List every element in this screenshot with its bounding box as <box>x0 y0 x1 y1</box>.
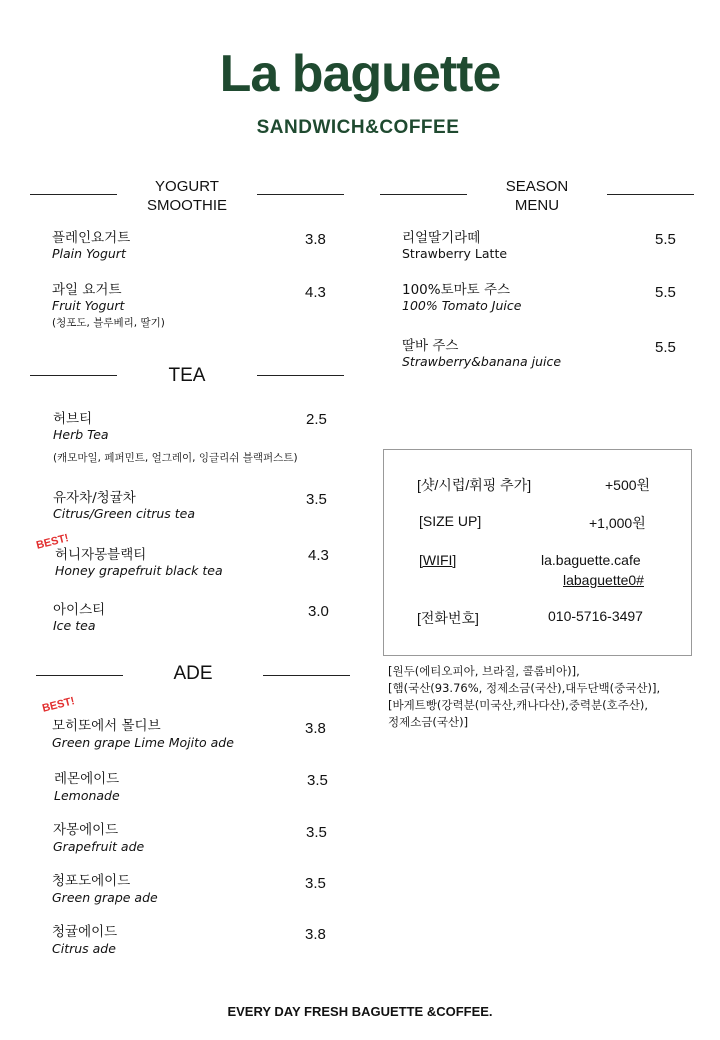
menu-item-price: 3.8 <box>305 231 326 248</box>
menu-item-price: 3.5 <box>306 824 327 841</box>
phone-number: 010-5716-3497 <box>548 608 643 624</box>
brand-logo: La baguette <box>219 45 501 103</box>
section-divider-right <box>257 375 344 376</box>
menu-item-price: 4.3 <box>308 547 329 564</box>
menu-item-name-en: Citrus/Green citrus tea <box>53 506 196 521</box>
menu-item-name-kr: 자몽에이드 <box>53 822 119 838</box>
menu-item-price: 3.5 <box>307 772 328 789</box>
menu-item-price: 3.8 <box>305 720 326 737</box>
section-divider-right <box>257 194 344 195</box>
origin-line: [햄(국산(93.76%, 정제소금(국산),대두단백(중국산)], <box>388 681 661 695</box>
phone-label: [전화번호] <box>417 610 479 626</box>
origin-line: [원두(에티오피아, 브라질, 콜롬비아)], <box>388 664 580 678</box>
best-badge: BEST! <box>35 532 70 552</box>
section-divider-right <box>263 675 350 676</box>
section-divider-left <box>30 375 117 376</box>
menu-item-name-kr: 유자차/청귤차 <box>53 490 136 506</box>
menu-item-price: 2.5 <box>306 411 327 428</box>
menu-item-name-en: Fruit Yogurt <box>52 298 125 313</box>
menu-item-name-en: Ice tea <box>53 618 96 633</box>
extra-option-price: +500원 <box>605 477 651 493</box>
menu-item-name-kr: 리얼딸기라떼 <box>402 230 481 246</box>
menu-item-name-kr: 청귤에이드 <box>52 924 118 940</box>
menu-item-name-en: Honey grapefruit black tea <box>55 563 223 578</box>
menu-item-name-en: Grapefruit ade <box>53 839 145 854</box>
menu-item-price: 5.5 <box>655 231 676 248</box>
menu-item-name-en: Green grape Lime Mojito ade <box>52 735 234 750</box>
menu-item-name-kr: 딸바 주스 <box>402 338 459 354</box>
menu-item-price: 3.5 <box>306 491 327 508</box>
menu-item-name-kr: 청포도에이드 <box>52 873 131 889</box>
section-title-season: SEASON MENU <box>505 178 569 214</box>
menu-item-name-kr: 100%토마토 주스 <box>402 282 511 298</box>
menu-item-price: 5.5 <box>655 339 676 356</box>
origin-line: 정제소금(국산)] <box>388 715 469 729</box>
menu-item-name-kr: 레몬에이드 <box>54 771 120 787</box>
menu-item-price: 5.5 <box>655 284 676 301</box>
origin-line: [바게트빵(강력분(미국산,캐나다산),중력분(호주산), <box>388 698 649 712</box>
menu-item-name-en: Lemonade <box>54 788 120 803</box>
menu-item-price: 3.8 <box>305 926 326 943</box>
menu-item-note: (캐모마일, 페퍼민트, 얼그레이, 잉글리쉬 블랙퍼스트) <box>53 452 298 464</box>
menu-item-name-en: Herb Tea <box>53 427 109 442</box>
menu-item-name-en: Strawberry&banana juice <box>402 354 562 369</box>
section-divider-left <box>30 194 117 195</box>
wifi-password: labaguette0# <box>563 572 644 588</box>
brand-subtitle: SANDWICH&COFFEE <box>256 117 460 138</box>
menu-item-name-en: Citrus ade <box>52 941 116 956</box>
section-divider-left <box>36 675 123 676</box>
menu-item-note: (청포도, 블루베리, 딸기) <box>52 317 165 329</box>
size-up-price: +1,000원 <box>589 515 646 531</box>
menu-item-name-kr: 허브티 <box>53 411 93 427</box>
wifi-ssid: la.baguette.cafe <box>541 552 641 568</box>
footer-slogan: EVERY DAY FRESH BAGUETTE &COFFEE. <box>227 1004 493 1019</box>
section-divider-left <box>380 194 467 195</box>
menu-item-price: 4.3 <box>305 284 326 301</box>
menu-item-price: 3.5 <box>305 875 326 892</box>
best-badge: BEST! <box>41 695 76 715</box>
menu-item-name-kr: 아이스티 <box>53 602 106 618</box>
section-title-tea: TEA <box>168 365 206 386</box>
menu-item-name-en: Strawberry Latte <box>402 246 508 261</box>
section-divider-right <box>607 194 694 195</box>
menu-item-name-en: Green grape ade <box>52 890 158 905</box>
origin-notes <box>388 663 660 731</box>
menu-item-name-kr: 플레인요거트 <box>52 230 131 246</box>
section-title-ade: ADE <box>173 663 213 684</box>
menu-item-name-en: 100% Tomato Juice <box>402 298 522 313</box>
size-up-label: [SIZE UP] <box>419 513 482 529</box>
extra-option-label: [샷/시럽/휘핑 추가] <box>417 477 532 493</box>
section-title-yogurt: YOGURT SMOOTHIE <box>146 178 227 214</box>
menu-item-name-kr: 과일 요거트 <box>52 282 122 298</box>
wifi-label: [WIFI] <box>419 552 457 568</box>
menu-item-name-kr: 허니자몽블랙티 <box>55 547 147 563</box>
menu-item-price: 3.0 <box>308 603 329 620</box>
menu-item-name-kr: 모히또에서 몰디브 <box>52 718 161 734</box>
menu-item-name-en: Plain Yogurt <box>52 246 126 261</box>
